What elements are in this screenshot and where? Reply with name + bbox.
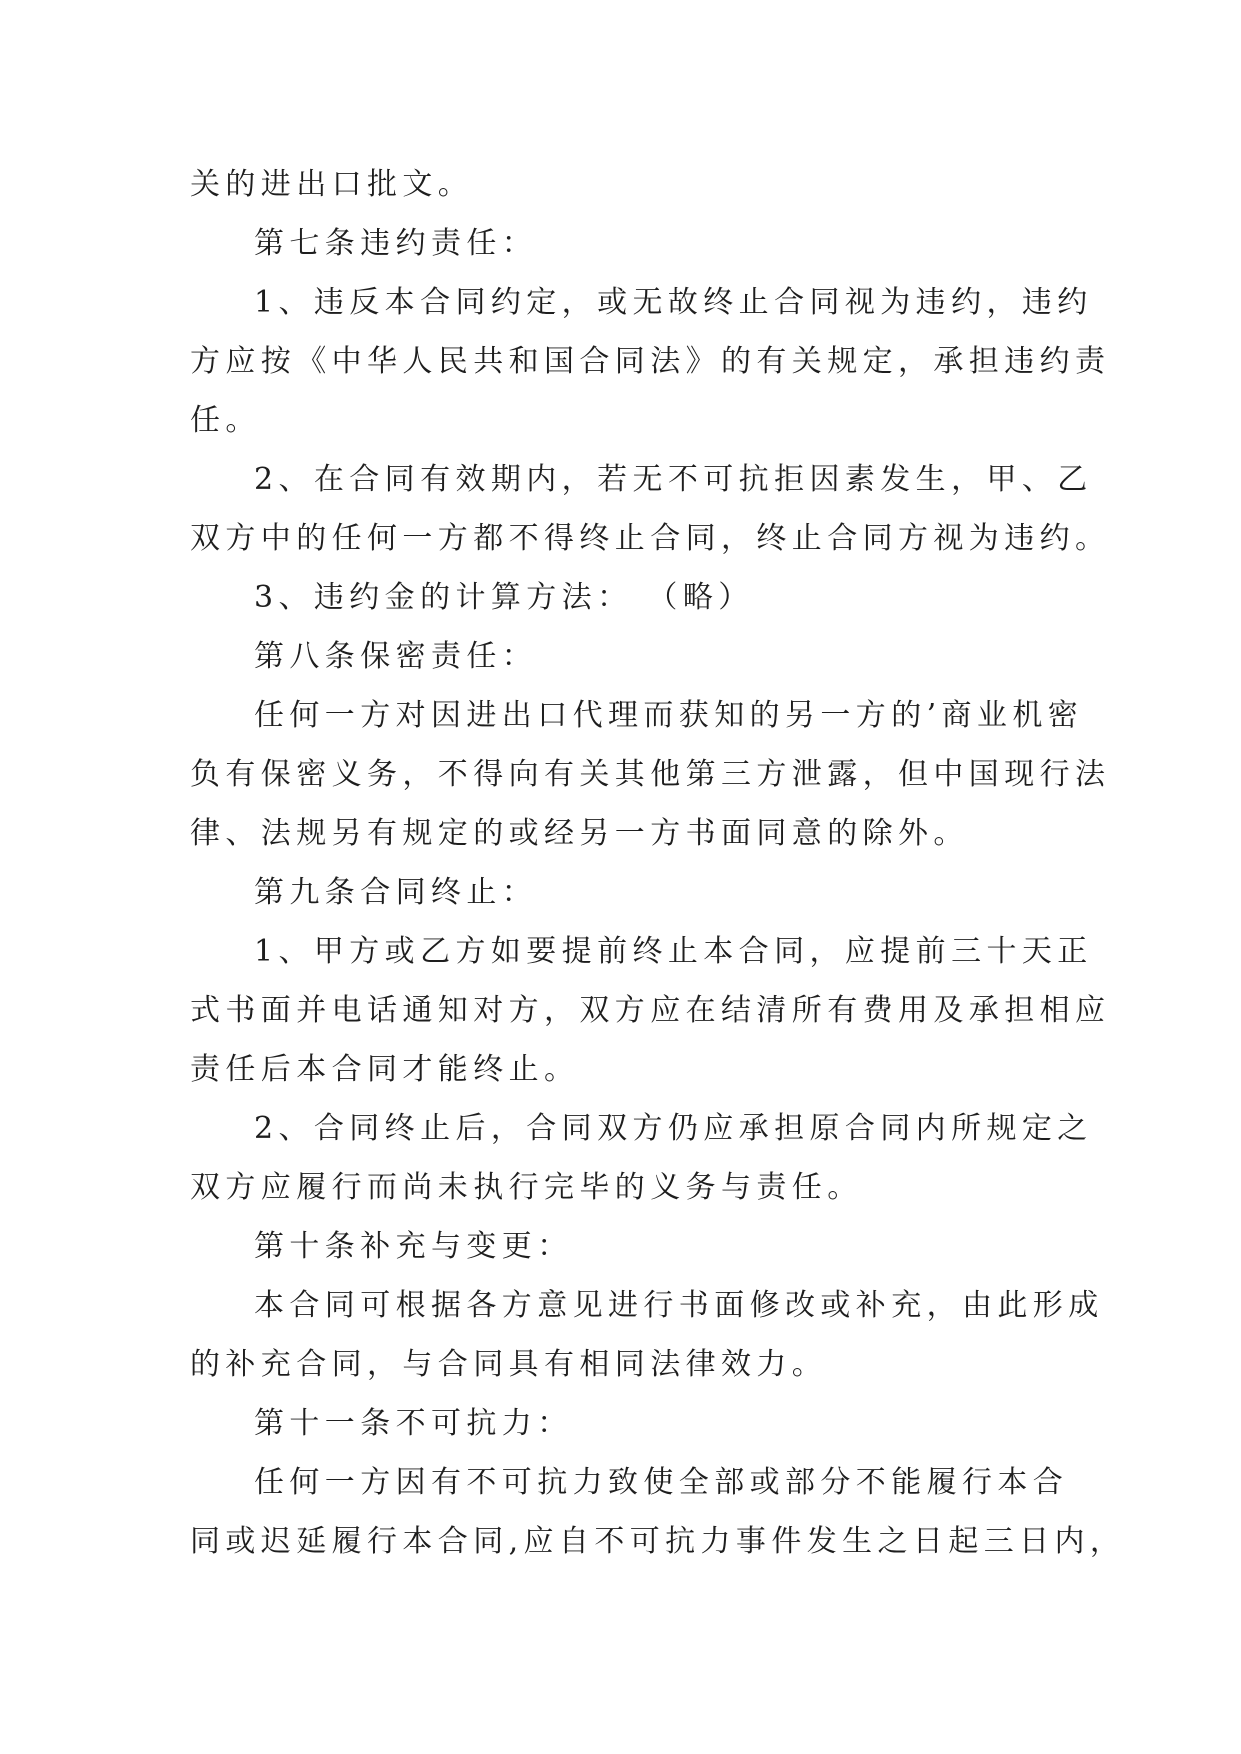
paragraph-line: 1、违反本合同约定，或无故终止合同视为违约，违约	[254, 285, 1093, 320]
paragraph-line: 同或迟延履行本合同,应自不可抗力事件发生之日起三日内，	[190, 1524, 1126, 1559]
paragraph-line: 本合同可根据各方意见进行书面修改或补充，由此形成	[254, 1288, 1104, 1323]
paragraph-line: 的补充合同，与合同具有相同法律效力。	[190, 1347, 828, 1382]
paragraph-line: 2、在合同有效期内，若无不可抗拒因素发生，甲、乙	[254, 462, 1093, 497]
paragraph-line: 方应按《中华人民共和国合同法》的有关规定，承担违约责	[190, 344, 1111, 379]
article-7-heading: 第七条违约责任：	[254, 226, 538, 261]
paragraph-line: 负有保密义务，不得向有关其他第三方泄露，但中国现行法	[190, 757, 1111, 792]
paragraph-line: 任何一方因有不可抗力致使全部或部分不能履行本合	[254, 1465, 1069, 1500]
article-9-heading: 第九条合同终止：	[254, 875, 538, 910]
paragraph-line: 1、甲方或乙方如要提前终止本合同，应提前三十天正	[254, 934, 1093, 969]
paragraph-line: 任何一方对因进出口代理而获知的另一方的’商业机密	[254, 698, 1084, 733]
paragraph-line: 关的进出口批文。	[190, 167, 474, 202]
paragraph-line: 任。	[190, 403, 261, 438]
paragraph-line: 责任后本合同才能终止。	[190, 1052, 580, 1087]
paragraph-line: 3、违约金的计算方法： （略）	[254, 580, 754, 615]
article-10-heading: 第十条补充与变更：	[254, 1229, 573, 1264]
article-8-heading: 第八条保密责任：	[254, 639, 538, 674]
paragraph-line: 双方中的任何一方都不得终止合同，终止合同方视为违约。	[190, 521, 1111, 556]
paragraph-line: 式书面并电话通知对方，双方应在结清所有费用及承担相应	[190, 993, 1111, 1028]
article-11-heading: 第十一条不可抗力：	[254, 1406, 573, 1441]
paragraph-line: 双方应履行而尚未执行完毕的义务与责任。	[190, 1170, 863, 1205]
paragraph-line: 律、法规另有规定的或经另一方书面同意的除外。	[190, 816, 969, 851]
paragraph-line: 2、合同终止后，合同双方仍应承担原合同内所规定之	[254, 1111, 1093, 1146]
